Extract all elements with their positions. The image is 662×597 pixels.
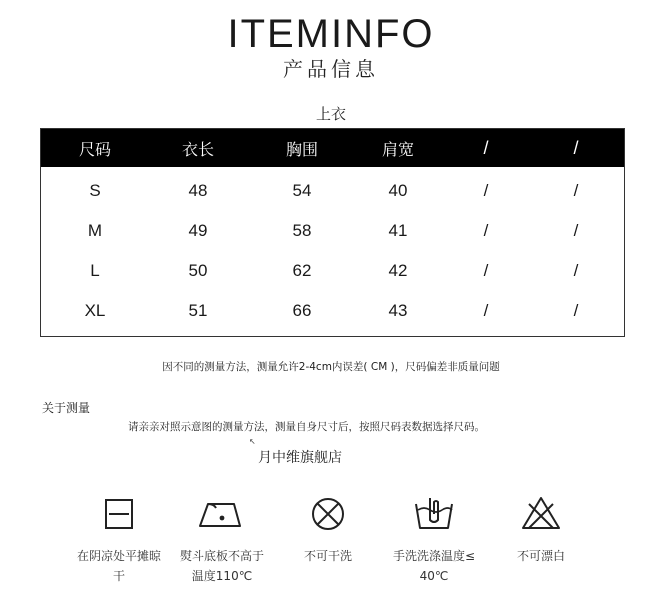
cell-shoulder: 41	[388, 221, 408, 240]
cell-chest: 62	[292, 261, 312, 280]
measurement-tolerance-note: 因不同的测量方法，测量允许2-4cm内误差( CM )，尺码偏差非质量问题	[162, 361, 500, 373]
care-label-line: 40℃	[419, 569, 449, 583]
cell-shoulder: 43	[388, 301, 408, 320]
cell-empty-2: /	[573, 261, 579, 280]
table-row	[41, 291, 624, 331]
header-cell-empty-1: /	[483, 137, 489, 158]
measurement-instructions: 请亲亲对照示意图的测量方法，测量自身尺寸后，按照尺码表数据选择尺码。	[128, 421, 485, 433]
cell-empty-2: /	[573, 181, 579, 200]
cell-length: 50	[188, 261, 208, 280]
care-label-no-dryclean	[273, 546, 383, 566]
care-label-line: 熨斗底板不高于	[179, 549, 264, 563]
care-label-iron	[167, 546, 277, 586]
care-label-shade-dry	[64, 546, 174, 586]
hand-wash-icon	[410, 494, 458, 534]
care-item-no-dryclean	[273, 494, 383, 566]
cell-chest: 58	[292, 221, 312, 240]
table-header-row	[41, 129, 624, 167]
care-label-line: 不可漂白	[516, 549, 565, 563]
size-table	[40, 128, 625, 337]
care-label-hand-wash	[379, 546, 489, 586]
cell-empty-1: /	[483, 261, 489, 280]
care-item-iron	[167, 494, 277, 586]
table-row	[41, 251, 624, 291]
table-caption: 上衣	[315, 105, 346, 123]
care-label-line: 干	[112, 569, 125, 583]
care-item-shade-dry	[64, 494, 174, 586]
header-cell-empty-2: /	[573, 137, 579, 158]
cell-size: L	[90, 261, 100, 280]
cell-length: 49	[188, 221, 208, 240]
cell-shoulder: 42	[388, 261, 408, 280]
header-cell-shoulder: 肩宽	[381, 139, 414, 159]
care-label-line: 不可干洗	[303, 549, 352, 563]
care-item-hand-wash	[379, 494, 489, 586]
care-label-line: 手洗洗涤温度≤	[392, 549, 476, 563]
page-title: ITEMINFO	[227, 12, 435, 56]
iron-low-icon	[194, 494, 250, 534]
header-cell-chest: 胸围	[285, 139, 318, 159]
care-label-line: 温度110℃	[191, 569, 253, 583]
cell-size: S	[89, 181, 101, 200]
cell-empty-2: /	[573, 221, 579, 240]
header-cell-length: 衣长	[181, 139, 214, 159]
measurement-heading: 关于测量	[42, 401, 91, 415]
shade-dry-icon	[99, 494, 139, 534]
cell-length: 51	[188, 301, 208, 320]
care-label-line: 在阴凉处平摊晾	[76, 549, 161, 563]
watermark-tick-icon: ↖	[249, 437, 256, 446]
cell-length: 48	[188, 181, 208, 200]
cell-empty-1: /	[483, 221, 489, 240]
cell-chest: 66	[292, 301, 312, 320]
care-item-no-bleach	[486, 494, 596, 566]
cell-size: M	[87, 221, 103, 240]
cell-chest: 54	[292, 181, 312, 200]
page-subtitle: 产品信息	[283, 57, 379, 81]
cell-empty-1: /	[483, 181, 489, 200]
table-row	[41, 211, 624, 251]
no-dryclean-icon	[308, 494, 348, 534]
cell-shoulder: 40	[388, 181, 408, 200]
cell-empty-1: /	[483, 301, 489, 320]
care-label-no-bleach	[486, 546, 596, 566]
cell-size: XL	[84, 301, 106, 320]
no-bleach-icon	[519, 494, 563, 534]
cell-empty-2: /	[573, 301, 579, 320]
store-name: 月中维旗舰店	[258, 450, 342, 466]
header-cell-size: 尺码	[78, 139, 111, 159]
table-body	[41, 167, 624, 331]
table-row	[41, 171, 624, 211]
